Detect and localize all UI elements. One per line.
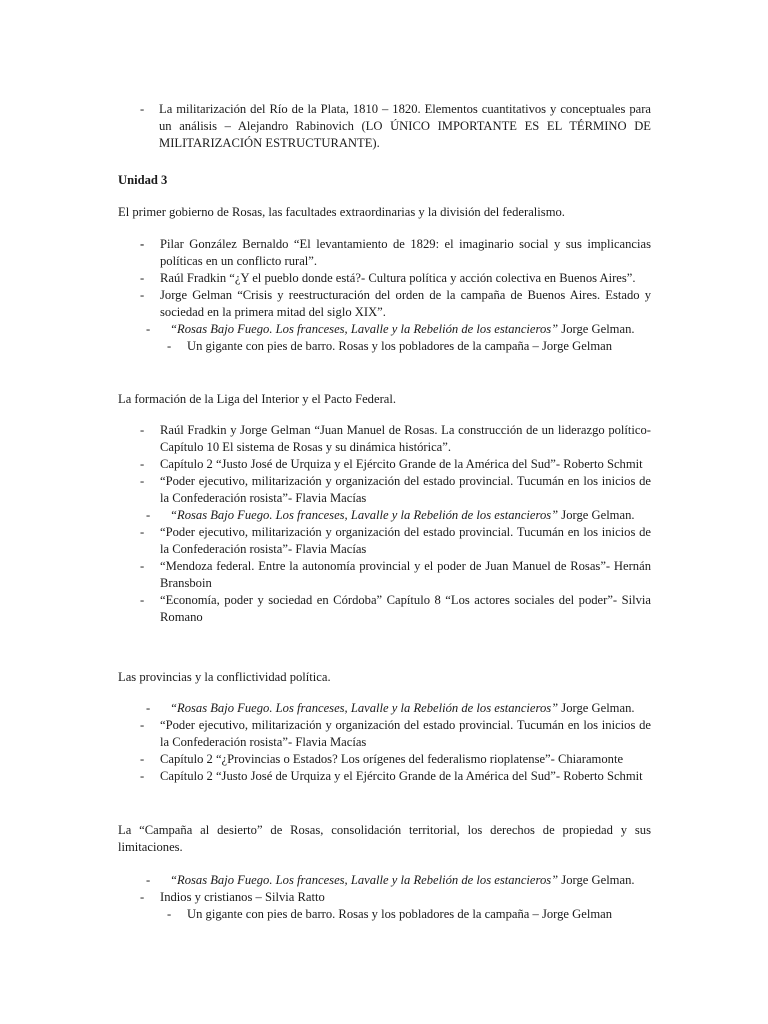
list-item — [118, 473, 651, 507]
list-item — [118, 456, 651, 473]
list-item — [118, 717, 651, 751]
item-text: Raúl Fradkin “¿Y el pueblo donde está?- Cultura política y acción colectiva en Buenos Aires”. — [160, 271, 636, 285]
item-text: Jorge Gelman. — [558, 322, 635, 336]
item-italic-title: “Rosas Bajo Fuego. Los franceses, Lavalle y la Rebelión de los estancieros” — [170, 873, 559, 887]
list-item — [118, 558, 651, 592]
bullet-dash: - — [140, 102, 145, 116]
bullet-dash: - — [146, 873, 151, 887]
item-text: Jorge Gelman. — [558, 508, 635, 522]
list-item — [118, 338, 651, 355]
item-text: Pilar González Bernaldo “El levantamiento de 1829: el imaginario social y sus implicancias políticas en un conflicto rural”. — [160, 237, 651, 268]
list-item — [118, 889, 651, 906]
list-item — [118, 906, 651, 923]
bullet-dash: - — [140, 559, 145, 573]
item-text: “Poder ejecutivo, militarización y organización del estado provincial. Tucumán en los inicios de la Confederación rosista”- Flavia Macías — [160, 718, 651, 749]
list-item — [118, 101, 651, 152]
bullet-dash: - — [140, 457, 145, 471]
list-item — [118, 236, 651, 270]
item-text: “Economía, poder y sociedad en Córdoba” Capítulo 8 “Los actores sociales del poder”- Silvia Romano — [160, 593, 651, 624]
bullet-dash: - — [167, 339, 172, 353]
list-item — [118, 700, 651, 717]
section-title: El primer gobierno de Rosas, las facultades extraordinarias y la división del federalismo. — [118, 205, 565, 219]
list-item — [118, 872, 651, 889]
section-title: La “Campaña al desierto” de Rosas, consolidación territorial, los derechos de propiedad y sus limitaciones. — [118, 823, 651, 854]
section-title: Las provincias y la conflictividad política. — [118, 670, 331, 684]
list-item — [118, 592, 651, 626]
unit-heading: Unidad 3 — [118, 173, 168, 187]
bullet-dash: - — [146, 322, 151, 336]
list-item — [118, 768, 651, 785]
section-3-list — [118, 700, 651, 785]
item-text: “Poder ejecutivo, militarización y organización del estado provincial. Tucumán en los inicios de la Confederación rosista”- Flavia Macías — [160, 525, 651, 556]
item-text: Capítulo 2 “Justo José de Urquiza y el Ejército Grande de la América del Sud”- Roberto Schmit — [160, 769, 643, 783]
bullet-dash: - — [140, 525, 145, 539]
bullet-dash: - — [140, 271, 145, 285]
bullet-dash: - — [140, 474, 145, 488]
bullet-dash: - — [140, 593, 145, 607]
item-text: Jorge Gelman. — [558, 701, 635, 715]
list-item — [118, 270, 651, 287]
list-item — [118, 507, 651, 524]
item-italic-title: “Rosas Bajo Fuego. Los franceses, Lavalle y la Rebelión de los estancieros” — [170, 701, 559, 715]
bullet-dash: - — [140, 752, 145, 766]
item-text: “Poder ejecutivo, militarización y organización del estado provincial. Tucumán en los inicios de la Confederación rosista”- Flavia Macías — [160, 474, 651, 505]
bullet-dash: - — [140, 769, 145, 783]
item-text: La militarización del Río de la Plata, 1810 – 1820. Elementos cuantitativos y conceptuales para un análisis – Alejandro Rabinovich (LO ÚNICO IMPORTANTE ES EL TÉRMINO DE MILITARIZACIÓN ESTRUCTURANTE). — [159, 102, 651, 150]
item-text: Jorge Gelman “Crisis y reestructuración del orden de la campaña de Buenos Aires. Estado y sociedad en la primera mitad del siglo XIX”. — [160, 288, 651, 319]
intro-list — [118, 101, 651, 152]
list-item — [118, 321, 651, 338]
item-text: Un gigante con pies de barro. Rosas y los pobladores de la campaña – Jorge Gelman — [187, 339, 613, 353]
list-item — [118, 524, 651, 558]
item-text: “Mendoza federal. Entre la autonomía provincial y el poder de Juan Manuel de Rosas”- Hernán Bransboin — [160, 559, 651, 590]
section-2-list — [118, 422, 651, 626]
bullet-dash: - — [146, 701, 151, 715]
item-italic-title: “Rosas Bajo Fuego. Los franceses, Lavalle y la Rebelión de los estancieros” — [170, 322, 559, 336]
item-text: Jorge Gelman. — [558, 873, 635, 887]
item-text: Indios y cristianos – Silvia Ratto — [160, 890, 325, 904]
section-1-list — [118, 236, 651, 355]
bullet-dash: - — [140, 718, 145, 732]
item-text: Raúl Fradkin y Jorge Gelman “Juan Manuel de Rosas. La construcción de un liderazgo político- Capítulo 10 El sistema de Rosas y su dinámica histórica”. — [160, 423, 651, 454]
bullet-dash: - — [140, 423, 145, 437]
list-item — [118, 422, 651, 456]
item-text: Capítulo 2 “Justo José de Urquiza y el Ejército Grande de la América del Sud”- Roberto Schmit — [160, 457, 643, 471]
list-item — [118, 287, 651, 321]
item-text: Capítulo 2 “¿Provincias o Estados? Los orígenes del federalismo rioplatense”- Chiaramonte — [160, 752, 624, 766]
section-4-list — [118, 872, 651, 923]
item-text: Un gigante con pies de barro. Rosas y los pobladores de la campaña – Jorge Gelman — [187, 907, 613, 921]
bullet-dash: - — [146, 508, 151, 522]
bullet-dash: - — [140, 237, 145, 251]
list-item — [118, 751, 651, 768]
bullet-dash: - — [140, 890, 145, 904]
bullet-dash: - — [140, 288, 145, 302]
bullet-dash: - — [167, 907, 172, 921]
item-italic-title: “Rosas Bajo Fuego. Los franceses, Lavalle y la Rebelión de los estancieros” — [170, 508, 559, 522]
section-title: La formación de la Liga del Interior y el Pacto Federal. — [118, 392, 396, 406]
